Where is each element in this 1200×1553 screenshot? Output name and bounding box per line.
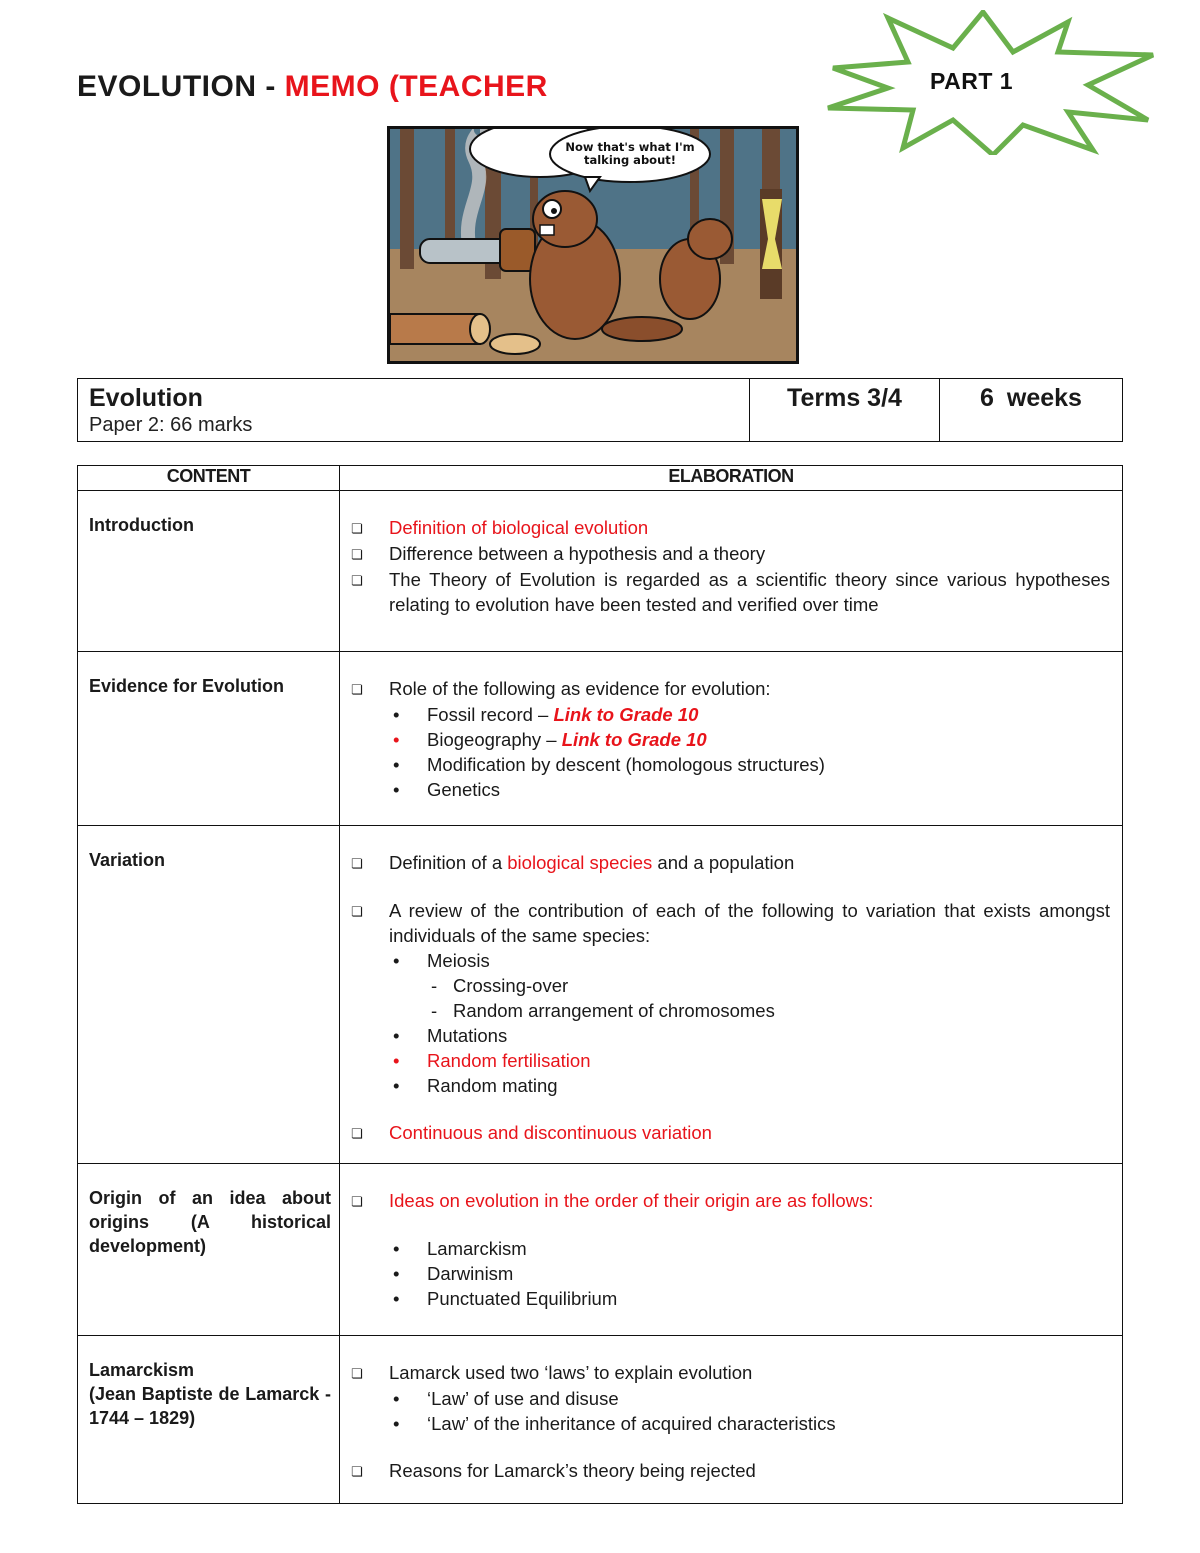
row-elaboration-lamarckism [340,1336,1123,1504]
list-item: ❏ Reasons for Lamarck’s theory being rejected [351,1458,1110,1484]
topic-cell [78,379,750,441]
checkbox-icon [351,1120,389,1146]
row-label-evidence: Evidence for Evolution [78,652,340,826]
weeks-cell: 6 weeks [980,384,1082,412]
checkbox-icon [351,1458,389,1484]
topic-title: Evolution [89,384,203,412]
bullet-icon: • [393,729,400,750]
cartoon-speech: Now that's what I'm talking about! [565,140,695,167]
checkbox-icon [351,1360,389,1386]
checkbox-icon [351,850,389,876]
topic-header [77,378,1123,442]
terms-cell: Terms 3/4 [750,379,940,441]
page-title [77,70,548,104]
bullet-item: • ‘Law’ of use and disuse [389,1386,1110,1411]
table-row [78,826,1123,1164]
col-header-elaboration: ELABORATION [340,466,1123,491]
list-item: ❏ Definition of biological evolution [351,515,1110,541]
bullet-item: • Modification by descent (homologous structures) [389,752,1110,777]
bullet-icon: • [393,779,400,800]
list-item: ❏ Ideas on evolution in the order of their origin are as follows: [351,1188,1110,1214]
row-label-lamarckism: Lamarckism (Jean Baptiste de Lamarck - 1744 – 1829) [78,1336,340,1504]
row-label-origin: Origin of an idea about origins (A historical development) [78,1164,340,1336]
bullet-icon: • [393,1413,400,1434]
col-header-content: CONTENT [78,466,340,491]
checkbox-icon [351,676,389,702]
checkbox-icon [351,541,389,567]
table-row [78,652,1123,826]
checkbox-icon [351,515,389,541]
bullet-icon: • [393,754,400,775]
bullet-icon: • [393,950,400,971]
row-label-variation: Variation [78,826,340,1164]
bullet-item: • Meiosis [389,948,1110,973]
dash-item: - Crossing-over [431,975,569,996]
row-elaboration-evidence [340,652,1123,826]
bullet-item: • Punctuated Equilibrium [389,1286,1110,1311]
table-row [78,1164,1123,1336]
row-elaboration-variation [340,826,1123,1164]
bullet-item: • ‘Law’ of the inheritance of acquired characteristics [389,1411,1110,1436]
bullet-icon: • [393,1025,400,1046]
bullet-item: • Fossil record – Link to Grade 10 [389,702,1110,727]
list-item: ❏ Difference between a hypothesis and a theory [351,541,1110,567]
bullet-item: • Darwinism [389,1261,1110,1286]
checkbox-icon [351,567,389,593]
list-item: ❏ Lamarck used two ‘laws’ to explain evolution [351,1360,1110,1386]
part-badge-label: PART 1 [930,68,1014,94]
title-evolution: EVOLUTION - [77,70,285,103]
bullet-icon: • [393,1050,400,1071]
beaver-cartoon [387,126,799,364]
checkbox-icon [351,898,389,924]
bullet-icon: • [393,1263,400,1284]
paper-marks: Paper 2: 66 marks [89,414,253,436]
bullet-item: • Genetics [389,777,1110,802]
row-label-introduction: Introduction [78,491,340,652]
dash-item: - Random arrangement of chromosomes [431,1000,775,1021]
title-memo: MEMO (TEACHER [284,70,548,103]
list-item: ❏ Definition of a biological species and a population [351,850,1110,876]
bullet-icon: • [393,1388,400,1409]
bullet-item: • Biogeography – Link to Grade 10 [389,727,1110,752]
bullet-icon: • [393,704,400,725]
list-item: ❏ Continuous and discontinuous variation [351,1120,1110,1146]
content-table [77,465,1123,1504]
checkbox-icon [351,1188,389,1214]
list-item: ❏ A review of the contribution of each of the following to variation that exists amongst individuals of the same species: [351,898,1110,948]
table-header-row [78,466,1123,491]
list-item: ❏ The Theory of Evolution is regarded as a scientific theory since various hypotheses relating to evolution have been tested and verified over time [351,567,1110,617]
row-elaboration-origin [340,1164,1123,1336]
table-row [78,491,1123,652]
bullet-icon: • [393,1238,400,1259]
row-elaboration-introduction [340,491,1123,652]
table-row [78,1336,1123,1504]
bullet-item: • Mutations [389,1023,1110,1048]
list-item: ❏ Role of the following as evidence for evolution: [351,676,1110,702]
bullet-item: • Random fertilisation [389,1048,1110,1073]
bullet-item: • Random mating [389,1073,1110,1098]
bullet-icon: • [393,1288,400,1309]
bullet-item: • Lamarckism [389,1236,1110,1261]
bullet-icon: • [393,1075,400,1096]
